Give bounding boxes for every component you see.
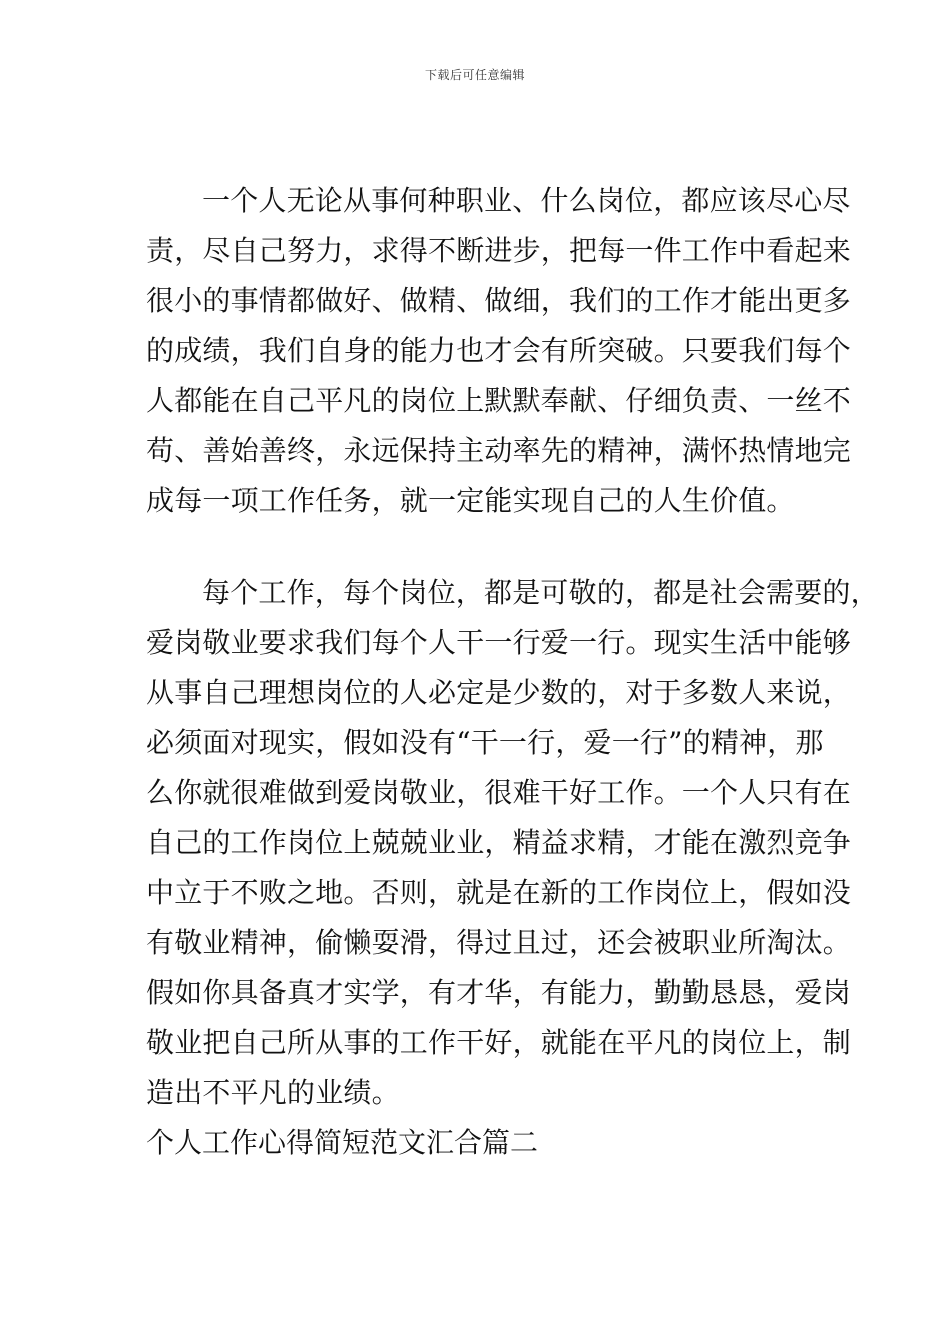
paragraph-spacer <box>146 526 806 568</box>
text-line: 成每一项工作任务，就一定能实现自己的人生价值。 <box>146 484 795 517</box>
text-line: 有敬业精神，偷懒耍滑，得过且过，还会被职业所淘汰。 <box>146 926 852 959</box>
text-line: 造出不平凡的业绩。 <box>146 1076 400 1109</box>
paragraph-2 <box>146 568 879 1118</box>
text-line: 每个工作，每个岗位，都是可敬的，都是社会需要的， <box>202 576 879 609</box>
section-heading: 个人工作心得简短范文汇合篇二 <box>146 1126 539 1159</box>
text-line: 自己的工作岗位上兢兢业业，精益求精，才能在激烈竞争 <box>146 826 852 859</box>
text-line: 必须面对现实，假如没有“干一行，爱一行”的精神，那 <box>146 726 824 759</box>
text-line: 敬业把自己所从事的工作干好，就能在平凡的岗位上，制 <box>146 1026 852 1059</box>
text-line: 爱岗敬业要求我们每个人干一行爱一行。现实生活中能够 <box>146 626 852 659</box>
page-header: 下载后可任意编辑 <box>424 68 525 82</box>
text-line: 中立于不败之地。否则，就是在新的工作岗位上，假如没 <box>146 876 852 909</box>
text-line: 苟、善始善终，永远保持主动率先的精神，满怀热情地完 <box>146 434 852 467</box>
text-line: 假如你具备真才实学，有才华，有能力，勤勤恳恳，爱岗 <box>146 976 852 1009</box>
text-line: 责，尽自己努力，求得不断进步，把每一件工作中看起来 <box>146 234 852 267</box>
text-line: 人都能在自己平凡的岗位上默默奉献、仔细负责、一丝不 <box>146 384 852 417</box>
paragraph-1 <box>146 176 852 526</box>
text-line: 么你就很难做到爱岗敬业，很难干好工作。一个人只有在 <box>146 776 852 809</box>
text-line: 一个人无论从事何种职业、什么岗位，都应该尽心尽 <box>202 184 851 217</box>
text-line: 很小的事情都做好、做精、做细，我们的工作才能出更多 <box>146 284 852 317</box>
text-line: 的成绩，我们自身的能力也才会有所突破。只要我们每个 <box>146 334 852 367</box>
document-body <box>146 176 879 1168</box>
text-line: 从事自己理想岗位的人必定是少数的，对于多数人来说， <box>146 676 852 709</box>
